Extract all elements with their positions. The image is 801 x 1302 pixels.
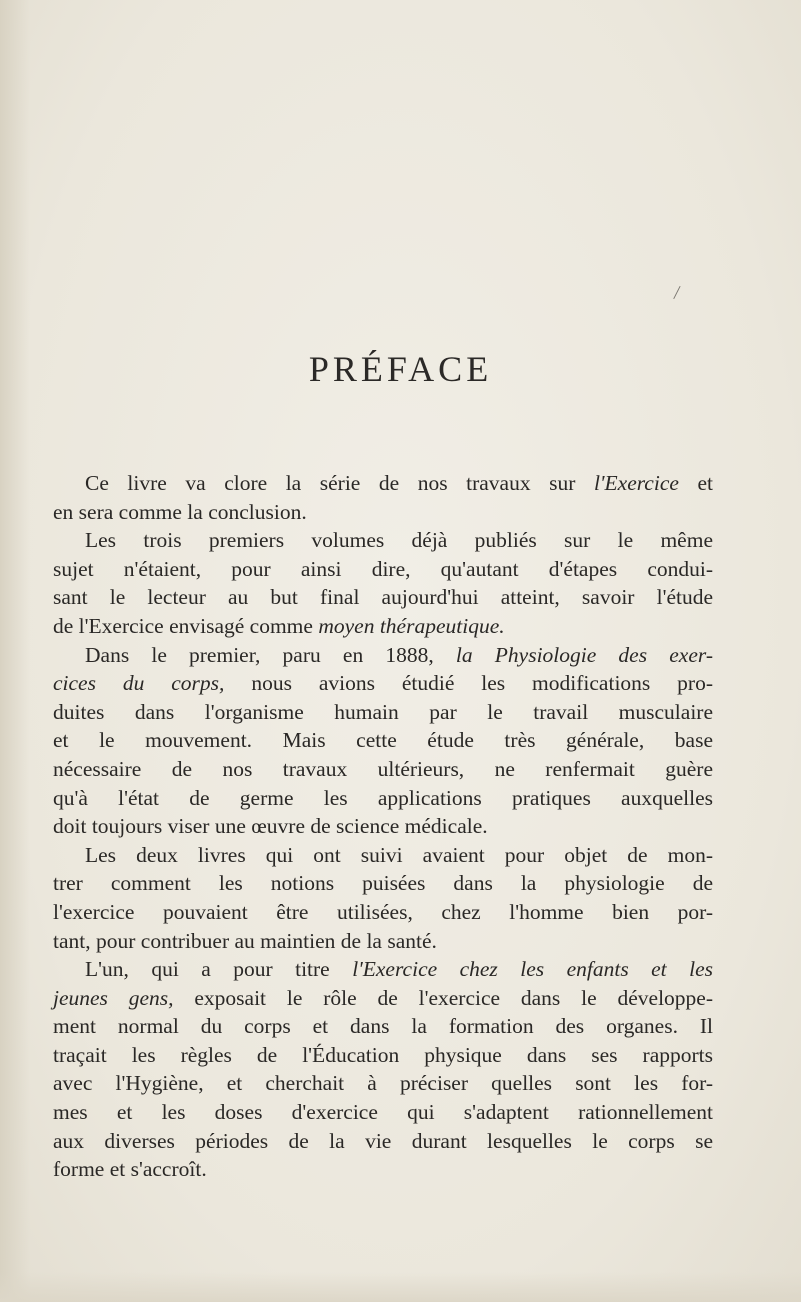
- text-run: exposait le rôle de l'exercice dans le développe-: [173, 985, 713, 1010]
- text-line: [53, 1127, 713, 1156]
- italic-title-text: jeunes gens,: [53, 985, 174, 1010]
- text-run: mes et les doses d'exercice qui s'adaptent rationnellement: [53, 1100, 713, 1125]
- text-line: [53, 526, 713, 555]
- text-run: doit toujours viser une œuvre de science médicale.: [53, 814, 488, 839]
- text-run: nécessaire de nos travaux ultérieurs, ne renfermait guère: [53, 756, 713, 781]
- text-line: [53, 898, 713, 927]
- text-run: traçait les règles de l'Éducation physique dans ses rapports: [53, 1042, 713, 1067]
- text-line: [53, 1155, 713, 1184]
- text-run: sujet n'étaient, pour ainsi dire, qu'autant d'étapes condui-: [53, 556, 713, 581]
- text-line: [53, 1041, 713, 1070]
- text-line: [53, 869, 713, 898]
- text-line: [53, 469, 713, 498]
- paragraph: [53, 841, 713, 955]
- text-run: avec l'Hygiène, et cherchait à préciser quelles sont les for-: [53, 1071, 713, 1096]
- page-shadow-left: [0, 0, 30, 1302]
- text-run: forme et s'accroît.: [53, 1157, 207, 1182]
- text-run: tant, pour contribuer au maintien de la santé.: [53, 928, 437, 953]
- page-title: PRÉFACE: [308, 349, 493, 389]
- italic-title-text: la Physiologie des exer-: [455, 642, 713, 667]
- text-run: nous avions étudié les modifications pro-: [224, 671, 714, 696]
- paragraph: [53, 469, 713, 526]
- text-run: l'exercice pouvaient être utilisées, chez l'homme bien por-: [53, 899, 713, 924]
- text-line: [53, 498, 713, 527]
- italic-title-text: cices du corps,: [53, 671, 225, 696]
- text-line: [53, 612, 713, 641]
- text-line: [53, 955, 713, 984]
- text-line: [53, 1012, 713, 1041]
- text-run: L'un, qui a pour titre: [85, 957, 353, 982]
- text-line: [53, 669, 713, 698]
- text-line: [53, 927, 713, 956]
- text-run: ment normal du corps et dans la formation des organes. Il: [53, 1014, 713, 1039]
- text-run: Les deux livres qui ont suivi avaient pour objet de mon-: [85, 842, 713, 867]
- text-line: [53, 583, 713, 612]
- text-line: [53, 841, 713, 870]
- text-run: de l'Exercice envisagé comme: [53, 613, 319, 638]
- text-line: [53, 726, 713, 755]
- text-run: trer comment les notions puisées dans la physiologie de: [53, 871, 713, 896]
- text-line: [53, 755, 713, 784]
- paragraph: [53, 641, 713, 841]
- text-run: Dans le premier, paru en 1888,: [85, 642, 456, 667]
- text-line: [53, 698, 713, 727]
- page-shadow-bottom: [0, 1272, 801, 1302]
- text-line: [53, 641, 713, 670]
- text-run: et: [678, 471, 713, 495]
- text-run: et le mouvement. Mais cette étude très générale, base: [53, 728, 713, 753]
- pencil-mark: /: [672, 281, 682, 305]
- paragraph: [53, 526, 713, 640]
- italic-title-text: moyen thérapeutique.: [318, 613, 505, 638]
- text-run: duites dans l'organisme humain par le travail musculaire: [53, 699, 713, 724]
- text-line: [53, 984, 713, 1013]
- text-line: [53, 1098, 713, 1127]
- preface-body: [53, 469, 713, 1184]
- text-line: [53, 555, 713, 584]
- text-run: aux diverses périodes de la vie durant lesquelles le corps se: [53, 1128, 713, 1153]
- text-line: [53, 812, 713, 841]
- paragraph: [53, 955, 713, 1184]
- text-run: sant le lecteur au but final aujourd'hui atteint, savoir l'étude: [53, 585, 713, 610]
- text-run: Les trois premiers volumes déjà publiés sur le même: [85, 528, 713, 553]
- italic-title-text: l'Exercice chez les enfants et les: [352, 957, 713, 982]
- text-run: qu'à l'état de germe les applications pratiques auxquelles: [53, 785, 713, 810]
- text-run: Ce livre va clore la série de nos travaux sur: [85, 471, 594, 495]
- text-line: [53, 1069, 713, 1098]
- text-run: en sera comme la conclusion.: [53, 499, 307, 524]
- italic-title-text: l'Exercice: [593, 471, 679, 495]
- text-line: [53, 784, 713, 813]
